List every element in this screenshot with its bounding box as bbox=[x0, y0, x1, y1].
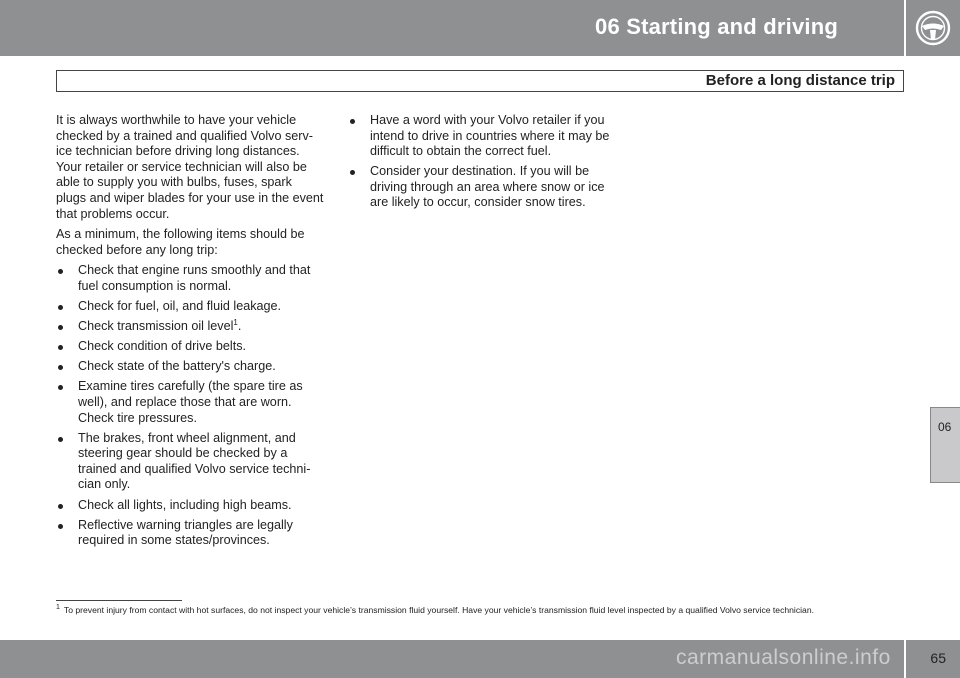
page-number: 65 bbox=[930, 650, 946, 666]
list-item: Check that engine runs smoothly and that fuel consumption is normal. bbox=[56, 263, 324, 294]
footnote-reference[interactable]: 1 bbox=[233, 317, 238, 327]
footnote bbox=[56, 605, 916, 615]
list-item: Check for fuel, oil, and fluid leakage. bbox=[56, 299, 324, 315]
list-item: The brakes, front wheel alignment, and steering gear should be checked by a trained and qualified Volvo service techni-cian only. bbox=[56, 431, 324, 493]
list-item: Reflective warning triangles are legally required in some states/provinces. bbox=[56, 518, 324, 549]
header-band bbox=[0, 0, 904, 56]
list-item: Have a word with your Volvo retailer if you intend to drive in countries where it may be difficult to obtain the correct fuel. bbox=[348, 113, 616, 160]
watermark: carmanualsonline.info bbox=[676, 646, 891, 669]
page-number-box bbox=[906, 640, 960, 678]
section-title: Before a long distance trip bbox=[705, 72, 895, 89]
list-item: Check state of the battery's charge. bbox=[56, 359, 324, 375]
side-tab-label: 06 bbox=[938, 420, 952, 434]
list-item: Check all lights, including high beams. bbox=[56, 498, 324, 514]
tips-list bbox=[348, 113, 616, 211]
checklist bbox=[56, 263, 324, 549]
chapter-title: 06 Starting and driving bbox=[595, 14, 838, 39]
footnote-divider bbox=[56, 600, 182, 601]
footnote-text: To prevent injury from contact with hot surfaces, do not inspect your vehicle’s transmission fluid yourself. Have your vehicle’s transmission fluid level inspected by a qualified Volvo service technician. bbox=[63, 605, 814, 615]
checklist-intro-paragraph: As a minimum, the following items should be checked before any long trip: bbox=[56, 227, 305, 257]
list-item: Check transmission oil level$^1$. bbox=[56, 319, 324, 335]
chapter-side-tab[interactable] bbox=[930, 407, 960, 483]
left-column bbox=[56, 113, 324, 553]
chapter-icon-box bbox=[906, 0, 960, 56]
list-item: Examine tires carefully (the spare tire as well), and replace those that are worn. Check tire pressures. bbox=[56, 379, 324, 426]
footnote-number: 1 bbox=[56, 604, 60, 612]
intro-paragraph: It is always worthwhile to have your vehicle checked by a trained and qualified Volvo serv-ice technician before driving long distances. Your retailer or service technician will also be able to supply you with bulbs, fuses, spark plugs and wiper blades for your use in the event that problems occur. bbox=[56, 113, 324, 221]
list-item: Consider your destination. If you will be driving through an area where snow or ice are likely to occur, consider snow tires. bbox=[348, 164, 616, 211]
right-column bbox=[348, 113, 616, 216]
section-title-bar bbox=[56, 70, 904, 92]
steering-wheel-icon bbox=[914, 9, 952, 47]
list-item: Check condition of drive belts. bbox=[56, 339, 324, 355]
